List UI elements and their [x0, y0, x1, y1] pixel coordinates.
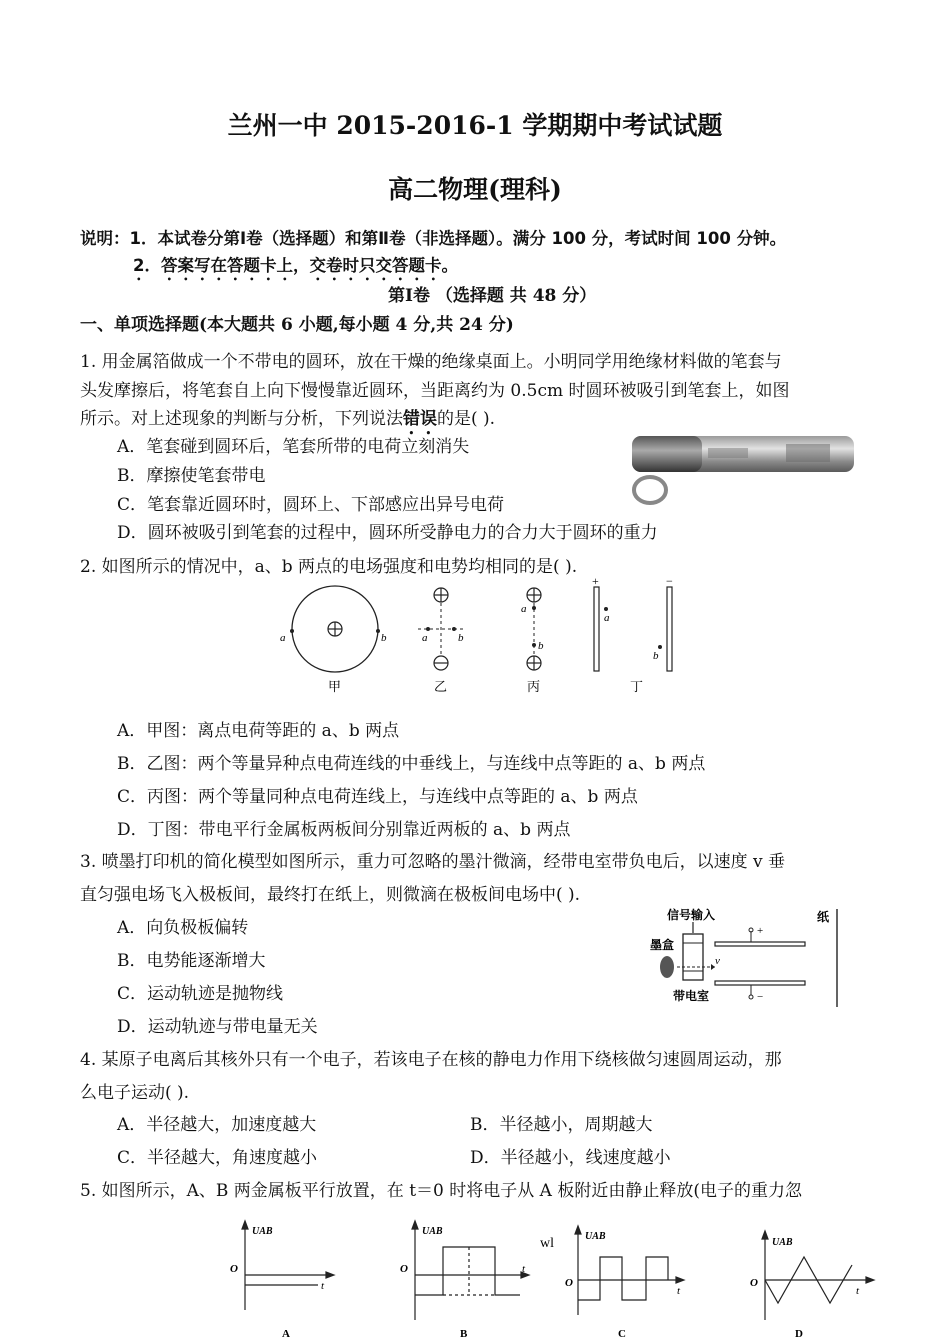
upper-plus: + [757, 925, 764, 937]
graph-b-origin: O [400, 1263, 408, 1275]
graph-a-origin: O [230, 1263, 238, 1275]
q3-stem-line2: 直匀强电场飞入极板间，最终打在纸上，则微滴在极板间电场中( ). [80, 885, 581, 905]
q2-stem: 2. 如图所示的情况中，a、b 两点的电场强度和电势均相同的是( ). [80, 557, 578, 577]
q1-option-c: C．笔套靠近圆环时，圆环上、下部感应出异号电荷 [117, 495, 505, 515]
ding-plus: + [592, 575, 599, 588]
q5-stem-line1: 5. 如图所示，A、B 两金属板平行放置，在 t＝0 时将电子从 A 板附近由静止释放(电子的重力忽 [80, 1181, 802, 1201]
signal-input-label: 信号输入 [667, 908, 716, 922]
q1-emphasis: 错误 [403, 409, 437, 429]
ding-minus: − [666, 575, 673, 588]
graph-b-label: B [460, 1328, 468, 1340]
q2-option-b: B．乙图：两个等量异种点电荷连线的中垂线上，与连线中点等距的 a、b 两点 [117, 754, 706, 774]
q2-option-a: A．甲图：离点电荷等距的 a、b 两点 [117, 721, 400, 741]
q3-option-c: C．运动轨迹是抛物线 [117, 984, 284, 1004]
instruction-line-2: 2．答案写在答题卡上，交卷时只交答题卡。 [133, 256, 458, 275]
q2-option-c: C．丙图：两个等量同种点电荷连线上，与连线中点等距的 a、b 两点 [117, 787, 638, 807]
page-title: 兰州一中 2015-2016-1 学期期中考试试题 [227, 111, 723, 140]
q1-option-d: D．圆环被吸引到笔套的过程中，圆环所受静电力的合力大于圆环的重力 [117, 523, 658, 543]
lower-plate [715, 981, 805, 985]
ding-plate-negative [667, 587, 672, 671]
graph-d-axis-x: t [856, 1285, 860, 1297]
q2-option-d: D．丁图：带电平行金属板两板间分别靠近两板的 a、b 两点 [117, 820, 571, 840]
q4-option-b: B．半径越小，周期越大 [470, 1115, 653, 1135]
velocity-label: v [715, 955, 720, 967]
charge-room-label: 带电室 [673, 989, 710, 1003]
ink-box-label: 墨盒 [650, 938, 675, 952]
q5-voltage-graphs [220, 1215, 890, 1342]
pen-cap [632, 436, 702, 472]
q1-stem-pre: 所示。对上述现象的判断与分析，下列说法 [80, 409, 403, 429]
q4-option-c: C．半径越大，角速度越小 [117, 1148, 318, 1168]
graph-d-axis-y: UAB [772, 1237, 793, 1248]
q4-option-a: A．半径越大，加速度越大 [117, 1115, 317, 1135]
graph-c-axis-y: UAB [585, 1231, 606, 1242]
section-heading: 一、单项选择题(本大题共 6 小题,每小题 4 分,共 24 分) [80, 315, 514, 335]
bing-point-a: a [521, 603, 527, 615]
graph-b-line [415, 1247, 520, 1295]
charging-chamber [683, 934, 703, 980]
q4-stem-line2: 么电子运动( ). [80, 1083, 190, 1103]
q1-option-a: A．笔套碰到圆环后，笔套所带的电荷立刻消失 [117, 437, 470, 457]
q3-option-d: D．运动轨迹与带电量无关 [117, 1017, 318, 1037]
bing-point-b: b [538, 640, 544, 652]
graph-c-origin: O [565, 1277, 573, 1289]
q3-option-b: B．电势能逐渐增大 [117, 951, 266, 971]
q4-stem-line1: 4. 某原子电离后其核外只有一个电子，若该电子在核的静电力作用下绕核做匀速圆周运动，那 [80, 1050, 782, 1070]
caption-bing: 丙 [527, 679, 541, 694]
q3-stem-line1: 3. 喷墨打印机的简化模型如图所示，重力可忽略的墨汁微滴，经带电室带负电后，以速度 v 垂 [80, 852, 786, 872]
graph-c-line [578, 1257, 668, 1300]
volume-heading: 第Ⅰ卷 （选择题 共 48 分） [388, 286, 597, 306]
q1-stem-line1: 1. 用金属箔做成一个不带电的圆环，放在干燥的绝缘桌面上。小明同学用绝缘材料做的笔套与 [80, 352, 782, 372]
q2-figure [270, 575, 690, 695]
yi-point-b: b [458, 632, 464, 644]
q1-option-b: B．摩擦使笔套带电 [117, 466, 266, 486]
ding-point-b: b [653, 650, 659, 662]
yi-point-a: a [422, 632, 428, 644]
graph-c-label: C [618, 1328, 626, 1340]
q1-stem-post: 的是( ). [437, 409, 496, 429]
q4-option-d: D．半径越小，线速度越小 [470, 1148, 671, 1168]
caption-ding: 丁 [630, 679, 644, 694]
jia-point-a: a [280, 632, 286, 644]
ink-box-icon [660, 956, 674, 978]
ding-plate-positive [594, 587, 599, 671]
jia-point-b: b [381, 632, 387, 644]
graph-b-axis-y: UAB [422, 1226, 443, 1237]
q1-stem-line2: 头发摩擦后，将笔套自上向下慢慢靠近圆环，当距离约为 0.5cm 时圆环被吸引到笔套上，如图 [80, 381, 790, 401]
paper-label: 纸 [817, 910, 830, 924]
inkjet-printer-figure [645, 903, 845, 1008]
caption-jia: 甲 [328, 679, 342, 694]
graph-d-origin: O [750, 1277, 758, 1289]
graph-b-axis-x: t [522, 1263, 526, 1275]
ding-point-a: a [604, 612, 610, 624]
graph-d-label: D [795, 1328, 803, 1340]
instruction-line-1: 说明：1．本试卷分第Ⅰ卷（选择题）和第Ⅱ卷（非选择题）。满分 100 分，考试时间 100 分钟。 [80, 229, 787, 248]
graph-c-axis-x: t [677, 1285, 681, 1297]
graph-a-label: A [282, 1328, 290, 1340]
upper-plate [715, 942, 805, 946]
graph-a-axis-y: UAB [252, 1226, 273, 1237]
page-subtitle: 高二物理(理科) [388, 175, 562, 204]
stray-text: wl [540, 1236, 554, 1251]
caption-yi: 乙 [434, 679, 448, 694]
pen-cap-ring-photo [626, 432, 856, 508]
lower-minus: − [757, 991, 764, 1003]
graph-a-axis-x: t [321, 1280, 325, 1292]
q3-option-a: A．向负极板偏转 [117, 918, 249, 938]
foil-ring [634, 477, 666, 503]
